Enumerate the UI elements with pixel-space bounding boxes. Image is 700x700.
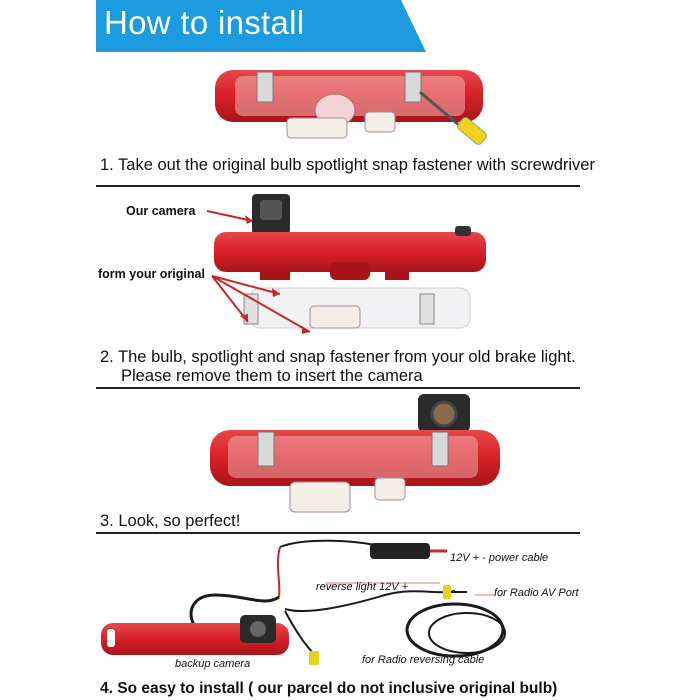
label-radio-av-port: for Radio AV Port [494, 587, 579, 599]
brake-light-step1-image [205, 62, 495, 152]
step3-caption: 3. Look, so perfect! [100, 512, 241, 530]
divider-1 [96, 185, 580, 187]
original-parts-arrows [210, 272, 340, 342]
step2-caption-line1: 2. The bulb, spotlight and snap fastener from your old brake light. [100, 348, 576, 366]
label-backup-camera: backup camera [175, 658, 251, 670]
label-reverse-light: reverse light 12V + [316, 581, 409, 593]
divider-2 [96, 387, 580, 389]
label-power-cable: 12V + - power cable [450, 552, 549, 564]
installed-brake-light-image [200, 390, 510, 520]
divider-3 [96, 532, 580, 534]
label-radio-reversing: for Radio reversing cable [362, 654, 485, 666]
callout-form-your-original: form your original [98, 267, 205, 281]
step4-caption: 4. So easy to install ( our parcel do not inclusive original bulb) [100, 680, 558, 697]
page-title: How to install [104, 4, 305, 41]
step2-caption-line2: Please remove them to insert the camera [121, 367, 423, 385]
header-banner [96, 0, 426, 52]
callout-our-camera: Our camera [126, 204, 196, 218]
step1-caption: 1. Take out the original bulb spotlight snap fastener with screwdriver [100, 156, 595, 174]
